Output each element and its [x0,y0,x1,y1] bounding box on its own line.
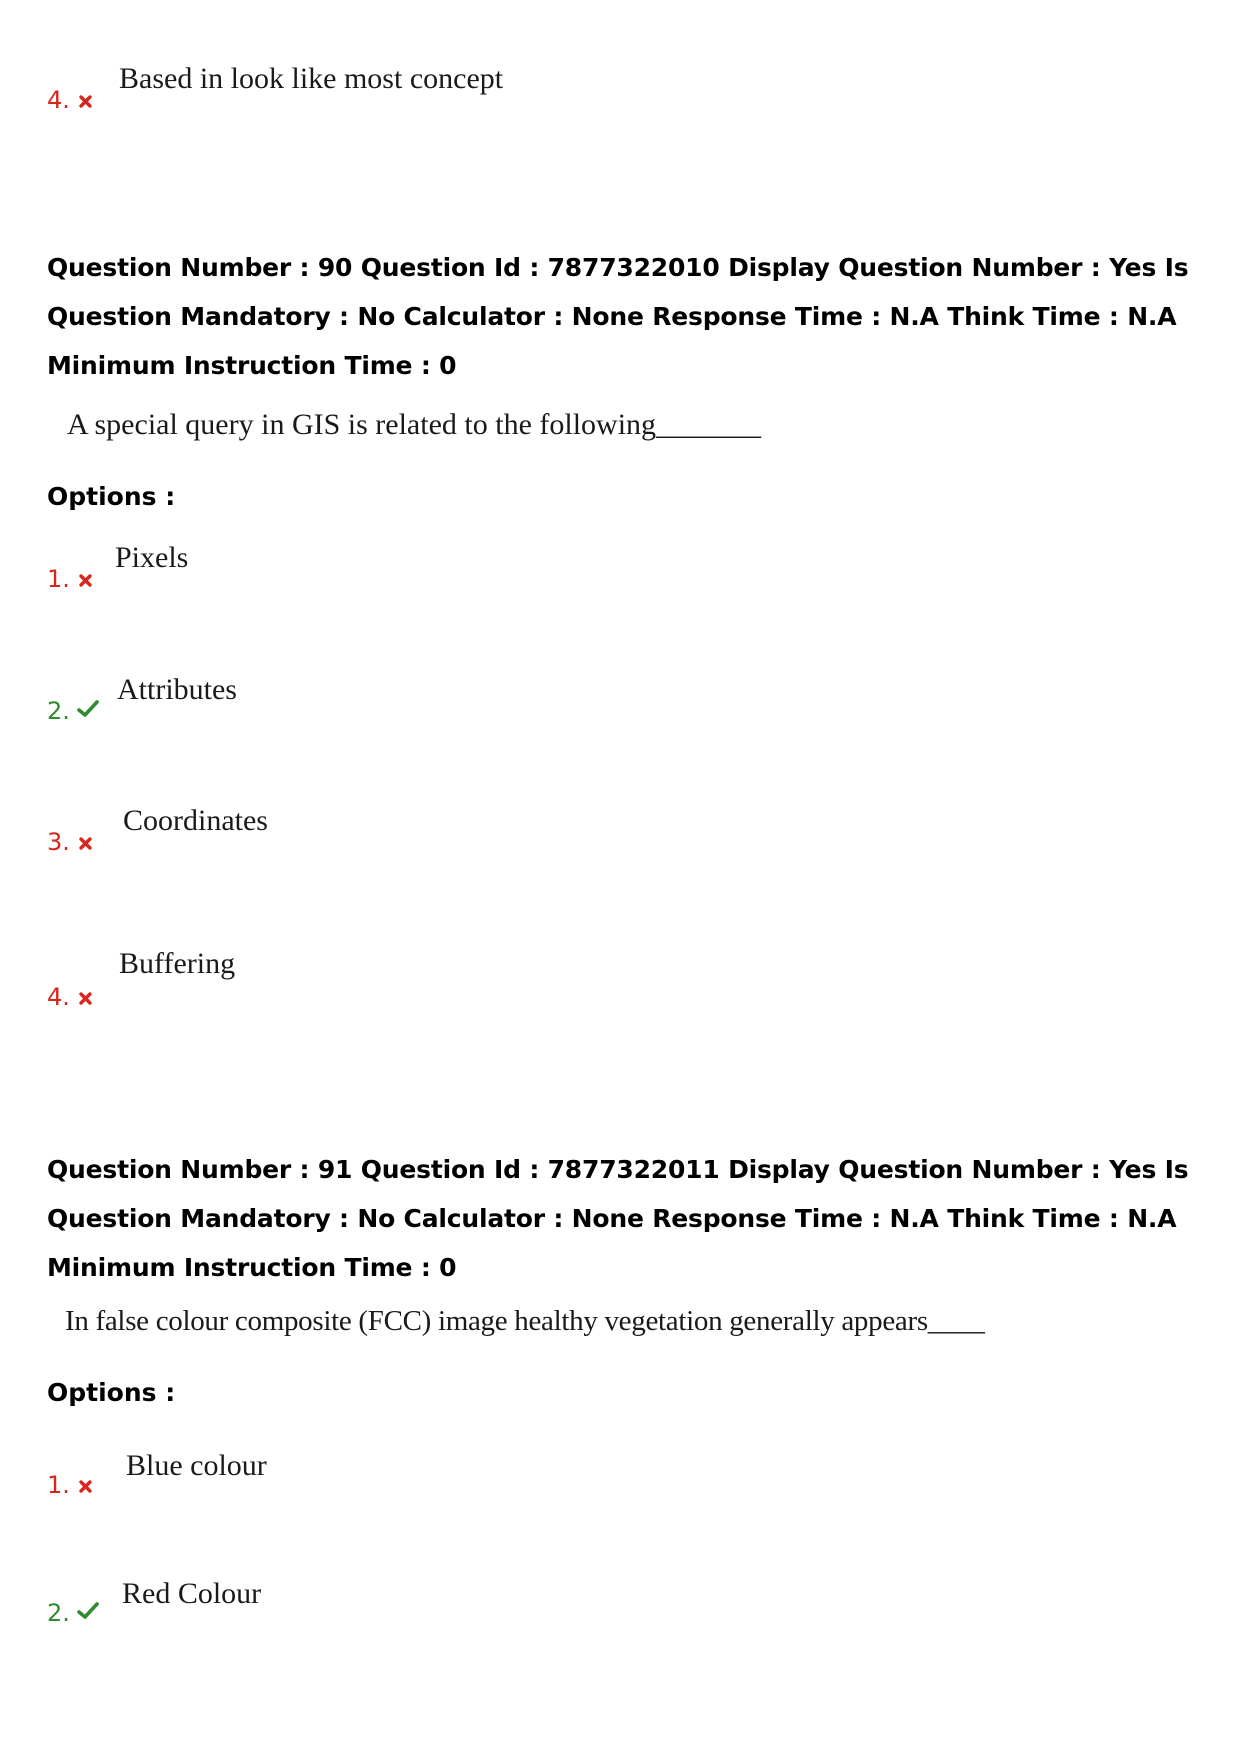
option-text: Red Colour [122,1577,262,1610]
option-1 [47,541,647,601]
option-text: Blue colour [126,1449,267,1482]
option-2 [47,1577,647,1637]
options-label: Options : [47,1378,176,1407]
question-text: A special query in GIS is related to the following_______ [67,408,762,441]
question-text: In false colour composite (FCC) image healthy vegetation generally appears____ [65,1305,985,1337]
option-text: Attributes [117,673,237,706]
option-text: Buffering [119,947,236,980]
option-text: Pixels [115,541,189,574]
option-1 [47,1449,647,1509]
option-number: 2. [47,697,70,725]
option-number: 2. [47,1599,70,1627]
options-label: Options : [47,482,176,511]
option-number: 4. [47,983,70,1011]
cross-icon [78,94,93,109]
option-number: 4. [47,86,70,114]
option-number: 1. [47,1471,70,1499]
option-number: 1. [47,565,70,593]
question-meta: Question Number : 90 Question Id : 7877322010 Display Question Number : Yes Is Question Mandatory : No Calculator : None Response Time : N.A Think Time : N.A Minimum Instruction Time : 0 [47,253,1189,380]
option-prev-4 [47,62,647,122]
check-icon [77,1602,99,1620]
option-2 [47,673,647,733]
cross-icon [78,991,93,1006]
question-meta: Question Number : 91 Question Id : 7877322011 Display Question Number : Yes Is Question Mandatory : No Calculator : None Response Time : N.A Think Time : N.A Minimum Instruction Time : 0 [47,1155,1189,1282]
option-number: 3. [47,828,70,856]
option-text: Based in look like most concept [119,62,504,95]
cross-icon [78,1479,93,1494]
cross-icon [78,836,93,851]
cross-icon [78,573,93,588]
option-4 [47,947,647,1011]
check-icon [77,700,99,718]
option-text: Coordinates [123,804,268,837]
option-3 [47,804,647,864]
